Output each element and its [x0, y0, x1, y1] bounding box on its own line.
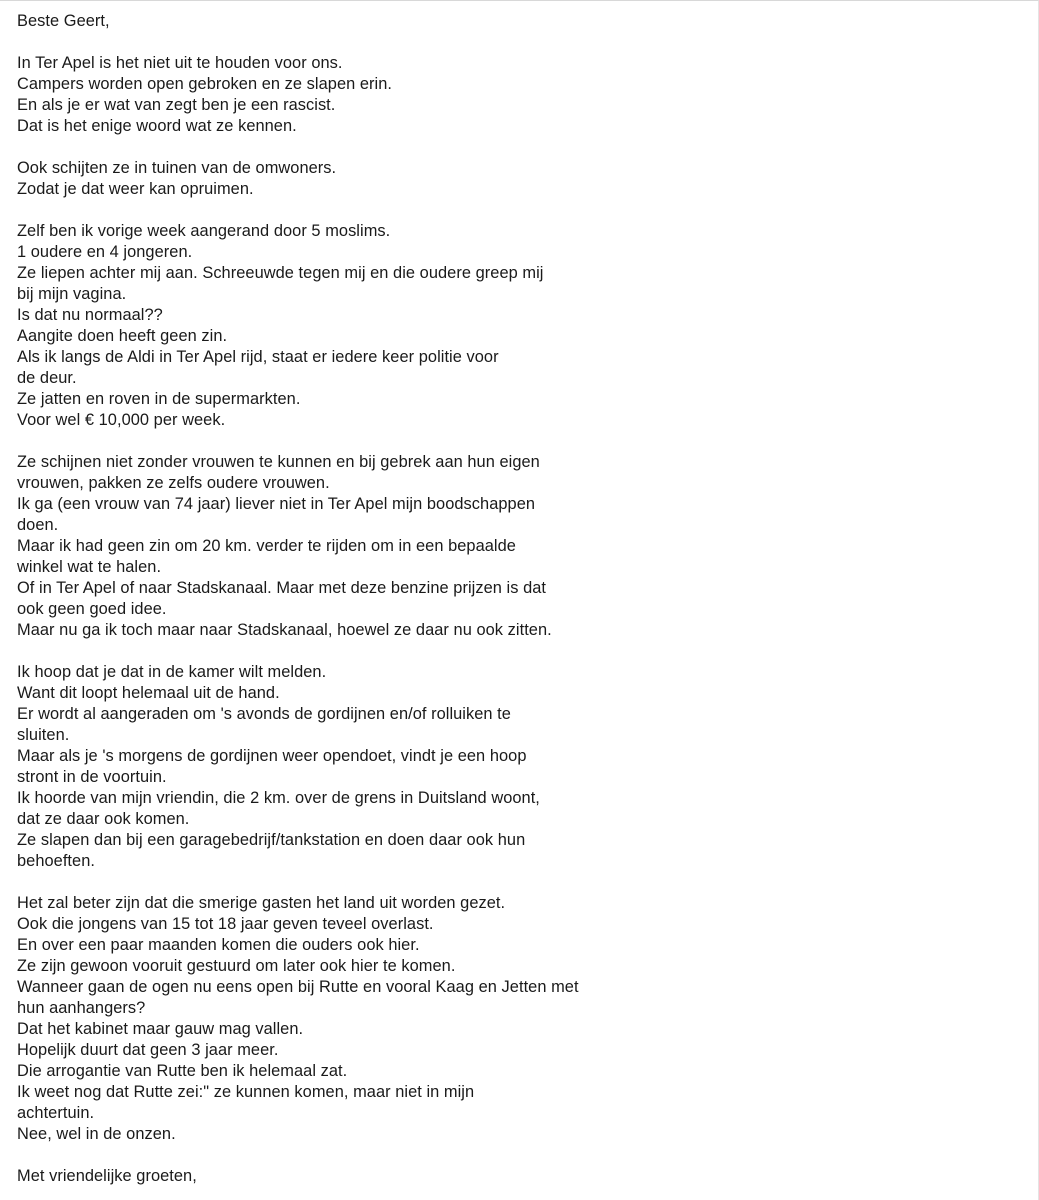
text-line: Ook schijten ze in tuinen van de omwoners.	[17, 159, 337, 177]
text-line: 1 oudere en 4 jongeren.	[17, 243, 193, 261]
paragraph-spacer	[17, 200, 1017, 221]
paragraph-spacer	[17, 641, 1017, 662]
text-line: Maar als je 's morgens de gordijnen weer opendoet, vindt je een hoop	[17, 747, 527, 765]
text-line: Ze jatten en roven in de supermarkten.	[17, 390, 301, 408]
text-line: stront in de voortuin.	[17, 768, 167, 786]
text-line: Ik hoorde van mijn vriendin, die 2 km. over de grens in Duitsland woont,	[17, 789, 540, 807]
text-line: Dat het kabinet maar gauw mag vallen.	[17, 1020, 304, 1038]
text-line: sluiten.	[17, 726, 70, 744]
text-line: Ik hoop dat je dat in de kamer wilt melden.	[17, 663, 327, 681]
closing: Met vriendelijke groeten,	[17, 1167, 197, 1185]
text-line: Zelf ben ik vorige week aangerand door 5 moslims.	[17, 222, 391, 240]
text-line: winkel wat te halen.	[17, 558, 162, 576]
text-line: de deur.	[17, 369, 77, 387]
paragraph-3	[17, 221, 1017, 431]
text-line: Voor wel € 10,000 per week.	[17, 411, 226, 429]
text-line: Campers worden open gebroken en ze slapen erin.	[17, 75, 393, 93]
text-line: Ook die jongens van 15 tot 18 jaar geven teveel overlast.	[17, 915, 434, 933]
text-line: Nee, wel in de onzen.	[17, 1125, 176, 1143]
text-line: doen.	[17, 516, 59, 534]
text-line: Ze liepen achter mij aan. Schreeuwde tegen mij en die oudere greep mij	[17, 264, 544, 282]
text-line: ook geen goed idee.	[17, 600, 167, 618]
paragraph-spacer	[17, 1145, 1017, 1166]
text-line: Ze schijnen niet zonder vrouwen te kunnen en bij gebrek aan hun eigen	[17, 453, 540, 471]
text-line: Ik weet nog dat Rutte zei:" ze kunnen komen, maar niet in mijn	[17, 1083, 475, 1101]
paragraph-spacer	[17, 32, 1017, 53]
text-line: Het zal beter zijn dat die smerige gasten het land uit worden gezet.	[17, 894, 506, 912]
text-line: Aangite doen heeft geen zin.	[17, 327, 228, 345]
text-line: En over een paar maanden komen die ouders ook hier.	[17, 936, 420, 954]
text-line: En als je er wat van zegt ben je een rascist.	[17, 96, 336, 114]
text-line: Of in Ter Apel of naar Stadskanaal. Maar met deze benzine prijzen is dat	[17, 579, 547, 597]
text-line: In Ter Apel is het niet uit te houden voor ons.	[17, 54, 343, 72]
paragraph-6	[17, 893, 1017, 1145]
text-line: bij mijn vagina.	[17, 285, 127, 303]
text-line: vrouwen, pakken ze zelfs oudere vrouwen.	[17, 474, 330, 492]
text-line: Ze slapen dan bij een garagebedrijf/tankstation en doen daar ook hun	[17, 831, 526, 849]
text-line: achtertuin.	[17, 1104, 95, 1122]
text-line: Want dit loopt helemaal uit de hand.	[17, 684, 280, 702]
text-line: Is dat nu normaal??	[17, 306, 163, 324]
text-line: Wanneer gaan de ogen nu eens open bij Rutte en vooral Kaag en Jetten met	[17, 978, 579, 996]
paragraph-1	[17, 53, 1017, 137]
text-line: Dat is het enige woord wat ze kennen.	[17, 117, 297, 135]
text-line: hun aanhangers?	[17, 999, 146, 1017]
text-line: Hopelijk duurt dat geen 3 jaar meer.	[17, 1041, 279, 1059]
text-line: behoeften.	[17, 852, 95, 870]
text-line: Die arrogantie van Rutte ben ik helemaal zat.	[17, 1062, 348, 1080]
paragraph-2	[17, 158, 1017, 200]
text-line: Zodat je dat weer kan opruimen.	[17, 180, 254, 198]
letter-body	[17, 11, 1017, 1187]
paragraph-spacer	[17, 431, 1017, 452]
text-line: Als ik langs de Aldi in Ter Apel rijd, staat er iedere keer politie voor	[17, 348, 499, 366]
text-line: Maar ik had geen zin om 20 km. verder te rijden om in een bepaalde	[17, 537, 516, 555]
text-line: Ze zijn gewoon vooruit gestuurd om later ook hier te komen.	[17, 957, 456, 975]
paragraph-5	[17, 662, 1017, 872]
text-line: Er wordt al aangeraden om 's avonds de gordijnen en/of rolluiken te	[17, 705, 511, 723]
paragraph-4	[17, 452, 1017, 641]
text-line: dat ze daar ook komen.	[17, 810, 190, 828]
text-line: Maar nu ga ik toch maar naar Stadskanaal, hoewel ze daar nu ook zitten.	[17, 621, 552, 639]
paragraph-spacer	[17, 137, 1017, 158]
salutation: Beste Geert,	[17, 12, 110, 30]
text-line: Ik ga (een vrouw van 74 jaar) liever niet in Ter Apel mijn boodschappen	[17, 495, 536, 513]
paragraph-spacer	[17, 872, 1017, 893]
